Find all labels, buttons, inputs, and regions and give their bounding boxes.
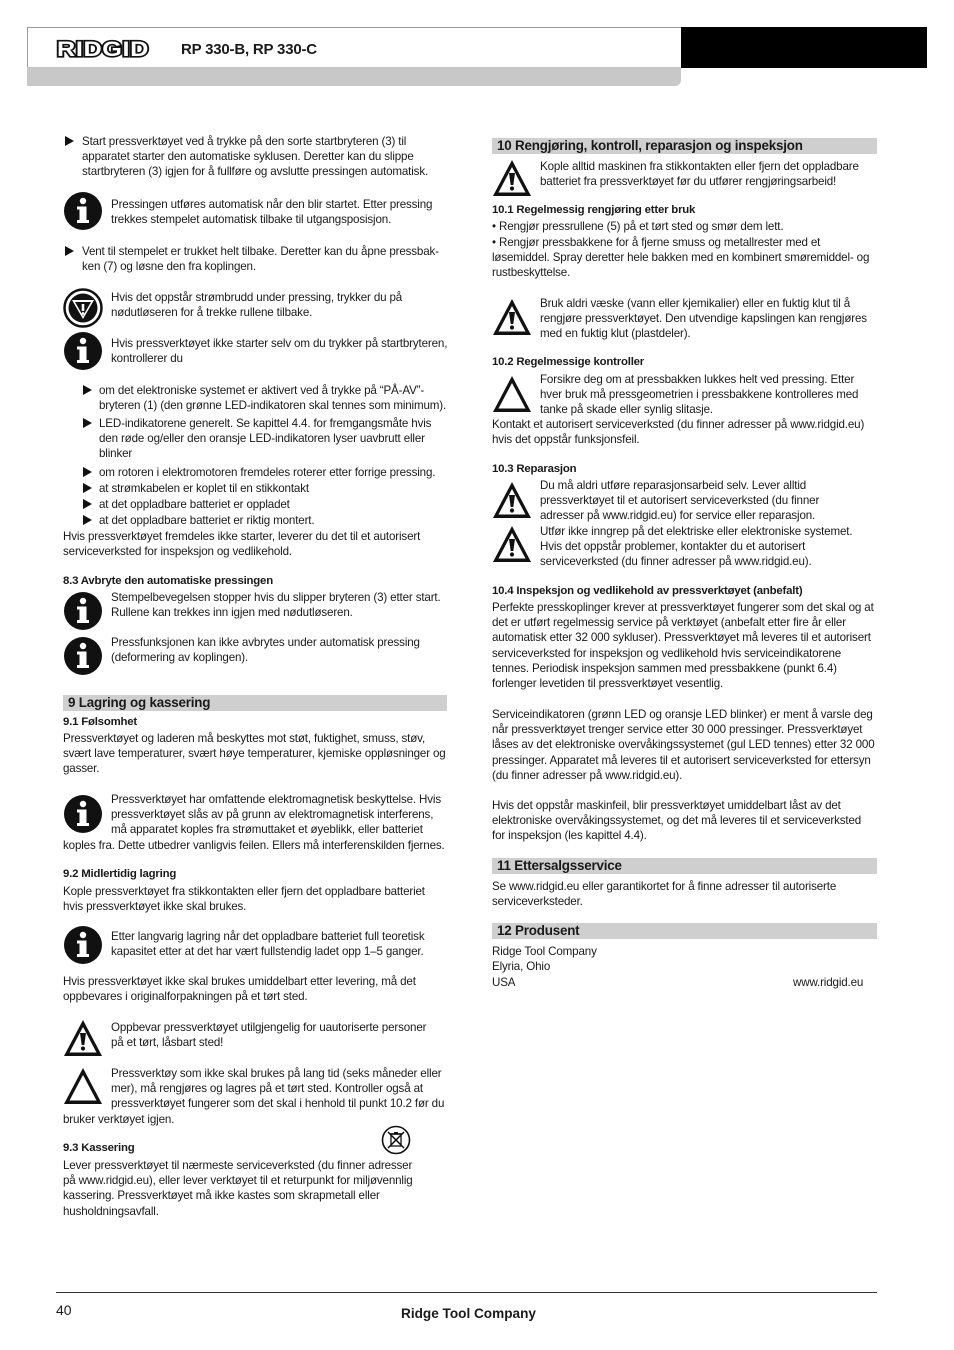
no-liquid-warning: Bruk aldri væske (vann eller kjemikalier) eller en fuktig klut til å rengjøre pressverktøyet. Den utvendige kapslingen kan rengjøres med en fuktig klut (plastdeler). — [540, 297, 867, 341]
footer-divider — [56, 1292, 877, 1293]
check-item-battery-charged: at det oppladbare batteriet er oppladet — [99, 498, 290, 511]
bullet-arrow-icon — [83, 418, 92, 428]
section-10-3-heading: 10.3 Reparasjon — [492, 463, 577, 475]
header-strip — [27, 67, 681, 86]
bullet-arrow-icon — [65, 136, 74, 146]
bullet-arrow-icon — [83, 499, 92, 509]
manufacturer-country: USA — [492, 976, 516, 989]
no-electrical-tampering-warning: Utfør ikke inngrep på det elektriske eller elektroniske systemet. Hvis det oppstår problemer, kontakter du et autorisert serviceverksted (du finner adresser på www.ridgid.eu). — [540, 525, 853, 569]
disposal-text: Lever pressverktøyet til nærmeste serviceverksted (du finner adresser på www.ridgid.eu), eller lever verktøyet til et returpunkt for miljøvennlig kassering. Pressverktøyet må ikke kastes som skrapmetall eller husholdningsavfall. — [63, 1159, 413, 1218]
section-10-2-heading: 10.2 Regelmessige kontroller — [492, 356, 645, 368]
manufacturer-website-link[interactable]: www.ridgid.eu — [793, 976, 864, 989]
section-9-2-heading: 9.2 Midlertidig lagring — [63, 868, 177, 880]
svg-text:RIDGID: RIDGID — [57, 38, 149, 61]
section-10-4-heading: 10.4 Inspeksjon og vedlikehold av pressverktøyet (anbefalt) — [492, 585, 803, 597]
no-abort-note: Pressfunksjonen kan ikke avbrytes under automatisk pressing (deformering av koplingen). — [111, 636, 420, 665]
section-11-heading: 11 Ettersalgsservice — [492, 858, 877, 874]
battery-capacity-note: Etter langvarig lagring når det oppladbare batteriet full teoretisk kapasitet etter at det har vært fullstendig ladet opp 1–5 ganger. — [111, 930, 425, 959]
bullet-arrow-icon — [83, 385, 92, 395]
sensitivity-text: Pressverktøyet og laderen må beskyttes mot støt, fuktighet, smuss, støv, svært lave temperaturer, svært høye temperaturer, kjemiske oppløsninger og gasser. — [63, 732, 446, 776]
info-icon — [63, 591, 103, 631]
section-12-heading: 12 Produsent — [492, 923, 877, 939]
bullet-arrow-icon — [83, 515, 92, 525]
locked-storage-warning: Oppbevar pressverktøyet utilgjengelig for uautoriserte personer på et tørt, låsbart sted! — [111, 1021, 427, 1050]
warning-triangle-icon — [63, 1018, 103, 1058]
check-item-electronics: om det elektroniske systemet er aktivert ved å trykke på “PÅ-AV”- bryteren (1) (den grønne LED-indikatoren skal tennes som minimum). — [99, 384, 447, 413]
warning-triangle-icon — [492, 524, 532, 564]
warning-triangle-icon — [492, 480, 532, 520]
warning-triangle-icon — [492, 297, 532, 337]
info-icon — [63, 331, 103, 371]
temporary-storage-text: Kople pressverktøyet fra stikkontakten eller fjern det oppladbare batteriet hvis pressverktøyet ikke skal brukes. — [63, 885, 425, 914]
manufacturer-city: Elyria, Ohio — [492, 960, 551, 973]
manufacturer-name: Ridge Tool Company — [492, 945, 597, 958]
footer-company: Ridge Tool Company — [401, 1306, 536, 1321]
weee-crossed-bin-icon — [381, 1125, 411, 1155]
wait-retract-text: Vent til stempelet er trukket helt tilbake. Deretter kan du åpne pressbak- ken (7) og løsne den fra koplingen. — [82, 245, 439, 274]
warning-triangle-icon — [492, 158, 532, 198]
page-number: 40 — [56, 1302, 72, 1318]
piston-stop-note: Stempelbevegelsen stopper hvis du slipper bryteren (3) etter start. Rullene kan trekkes inn igjen med nødutløseren. — [111, 591, 441, 620]
info-icon — [63, 925, 103, 965]
bullet-arrow-icon — [65, 246, 74, 256]
info-icon — [63, 794, 103, 834]
section-9-heading: 9 Lagring og kassering — [63, 695, 447, 711]
service-indicator-text: Serviceindikatoren (grønn LED og oransje LED blinker) er ment å varsle deg når pressverktøyet trenger service etter 30 000 pressinger. Pressverktøyet låses av det elektroniske overvåkingssystemet (gul LED tennes) etter 32 000 pressinger. Apparatet må leveres til et autorisert serviceverksted for ettersyn (du finner adresser på www.ridgid.eu). — [492, 708, 875, 782]
caution-triangle-icon — [492, 374, 532, 414]
section-10-1-heading: 10.1 Regelmessig rengjøring etter bruk — [492, 204, 696, 216]
after-sales-text: Se www.ridgid.eu eller garantikortet for å finne adresser til autoriserte serviceverksteder. — [492, 880, 837, 909]
emc-note-continued: koples fra. Dette utbedrer vanligvis feilen. Ellers må interferenskilden fjernes. — [63, 839, 445, 852]
power-failure-note: Hvis det oppstår strømbrudd under pressing, trykker du på nødutløseren for å trekke rullene tilbake. — [111, 291, 403, 320]
check-item-led: LED-indikatorene generelt. Se kapittel 4.4. for fremgangsmåte hvis den røde og/eller den oransje LED-indikatoren lyser uavbrutt eller blinker — [99, 417, 432, 461]
clean-rollers-text: • Rengjør pressrullene (5) på et tørt sted og smør dem lett. — [492, 220, 784, 233]
ridgid-logo — [56, 36, 152, 61]
section-8-3-heading: 8.3 Avbryte den automatiske pressingen — [63, 575, 273, 587]
check-item-cable: at strømkabelen er koplet til en stikkontakt — [99, 482, 309, 495]
no-self-repair-warning: Du må aldri utføre reparasjonsarbeid selv. Lever alltid pressverktøyet til et autorisert serviceverksted (du finner adresser på www.ridgid.eu) for service eller reparasjon. — [540, 479, 820, 523]
no-start-note: Hvis pressverktøyet ikke starter selv om du trykker på startbryteren, kontrollerer du — [111, 337, 448, 366]
auto-press-note: Pressingen utføres automatisk når den blir startet. Etter pressing trekkes stempelet automatisk tilbake til utgangsposisjon. — [111, 198, 433, 227]
check-item-rotor: om rotoren i elektromotoren fremdeles roterer etter forrige pressing. — [99, 466, 436, 479]
bullet-arrow-icon — [83, 483, 92, 493]
machine-fault-text: Hvis det oppstår maskinfeil, blir pressverktøyet umiddelbart låst av det elektroniske overvåkingssystemet, og det må leveres til et serviceverksted for inspeksjon (les kapittel 4.4). — [492, 799, 862, 843]
malfunction-contact-text: Kontakt et autorisert serviceverksted (du finner adresser på www.ridgid.eu) hvis det oppstår funksjonsfeil. — [492, 418, 865, 447]
model-title: RP 330-B, RP 330-C — [181, 41, 317, 58]
header-black-block — [681, 27, 927, 68]
long-storage-text-continued: bruker verktøyet igjen. — [63, 1113, 175, 1126]
check-item-battery-mounted: at det oppladbare batteriet er riktig montert. — [99, 514, 315, 527]
jaw-check-text: Forsikre deg om at pressbakken lukkes helt ved pressing. Etter hver bruk må pressgeometrien i pressbakkene kontrolleres med tanke på skade eller synlig slitasje. — [540, 373, 859, 417]
inspection-text: Perfekte presskoplinger krever at pressverktøyet fungerer som det skal og at det er utført regelmessig service på verktøyet (anbefalt etter fire år eller automatisk etter 32 000 sykluser). Pressverktøyet må leveres til et autorisert serviceverksted for inspeksjon og vedlikehold hvis serviceindikatorene tennes. Periodisk inspeksjon sammen med pressbakkene (punkt 6.4) forlenger levetiden til pressverktøyet vesentlig. — [492, 601, 874, 691]
original-packaging-text: Hvis pressverktøyet ikke skal brukes umiddelbart etter levering, må det oppbevares i originalforpakningen på et tørt sted. — [63, 975, 416, 1004]
long-storage-text: Pressverktøy som ikke skal brukes på lang tid (seks måneder eller mer), må rengjøres og lagres på et tørt sted. Kontroller også at pressverktøyet fungerer som det skal i henhold til punkt 10.2 før du — [111, 1067, 445, 1111]
start-instructions: Start pressverktøyet ved å trykke på den sorte startbryteren (3) til apparatet starter den automatiske syklusen. Deretter kan du slippe startbryteren (3) igjen for å fullføre og avslutte pressingen automatisk. — [82, 135, 429, 179]
still-no-start-text: Hvis pressverktøyet fremdeles ikke starter, leverer du det til et autorisert serviceverksted for inspeksjon og vedlikehold. — [63, 530, 421, 559]
bullet-arrow-icon — [83, 467, 92, 477]
caution-triangle-icon — [63, 1066, 103, 1106]
info-icon — [63, 636, 103, 676]
emergency-release-icon — [63, 288, 103, 328]
emc-note: Pressverktøyet har omfattende elektromagnetisk beskyttelse. Hvis pressverktøyet slås av på grunn av elektromagnetisk interferens, må apparatet koples fra strømuttaket et øyeblikk, eller batteriet — [111, 793, 441, 837]
section-9-3-heading: 9.3 Kassering — [63, 1142, 135, 1154]
section-10-heading: 10 Rengjøring, kontroll, reparasjon og inspeksjon — [492, 138, 877, 154]
clean-jaws-text: • Rengjør pressbakkene for å fjerne smuss og metallrester med et løsemiddel. Spray deretter hele bakken med en kombinert smøremiddel- og rustbeskyttelse. — [492, 236, 870, 280]
info-icon — [63, 191, 103, 231]
disconnect-warning: Kople alltid maskinen fra stikkontakten eller fjern det oppladbare batteriet fra pressverktøyet før du utfører rengjøringsarbeid! — [540, 160, 859, 189]
section-9-1-heading: 9.1 Følsomhet — [63, 716, 137, 728]
